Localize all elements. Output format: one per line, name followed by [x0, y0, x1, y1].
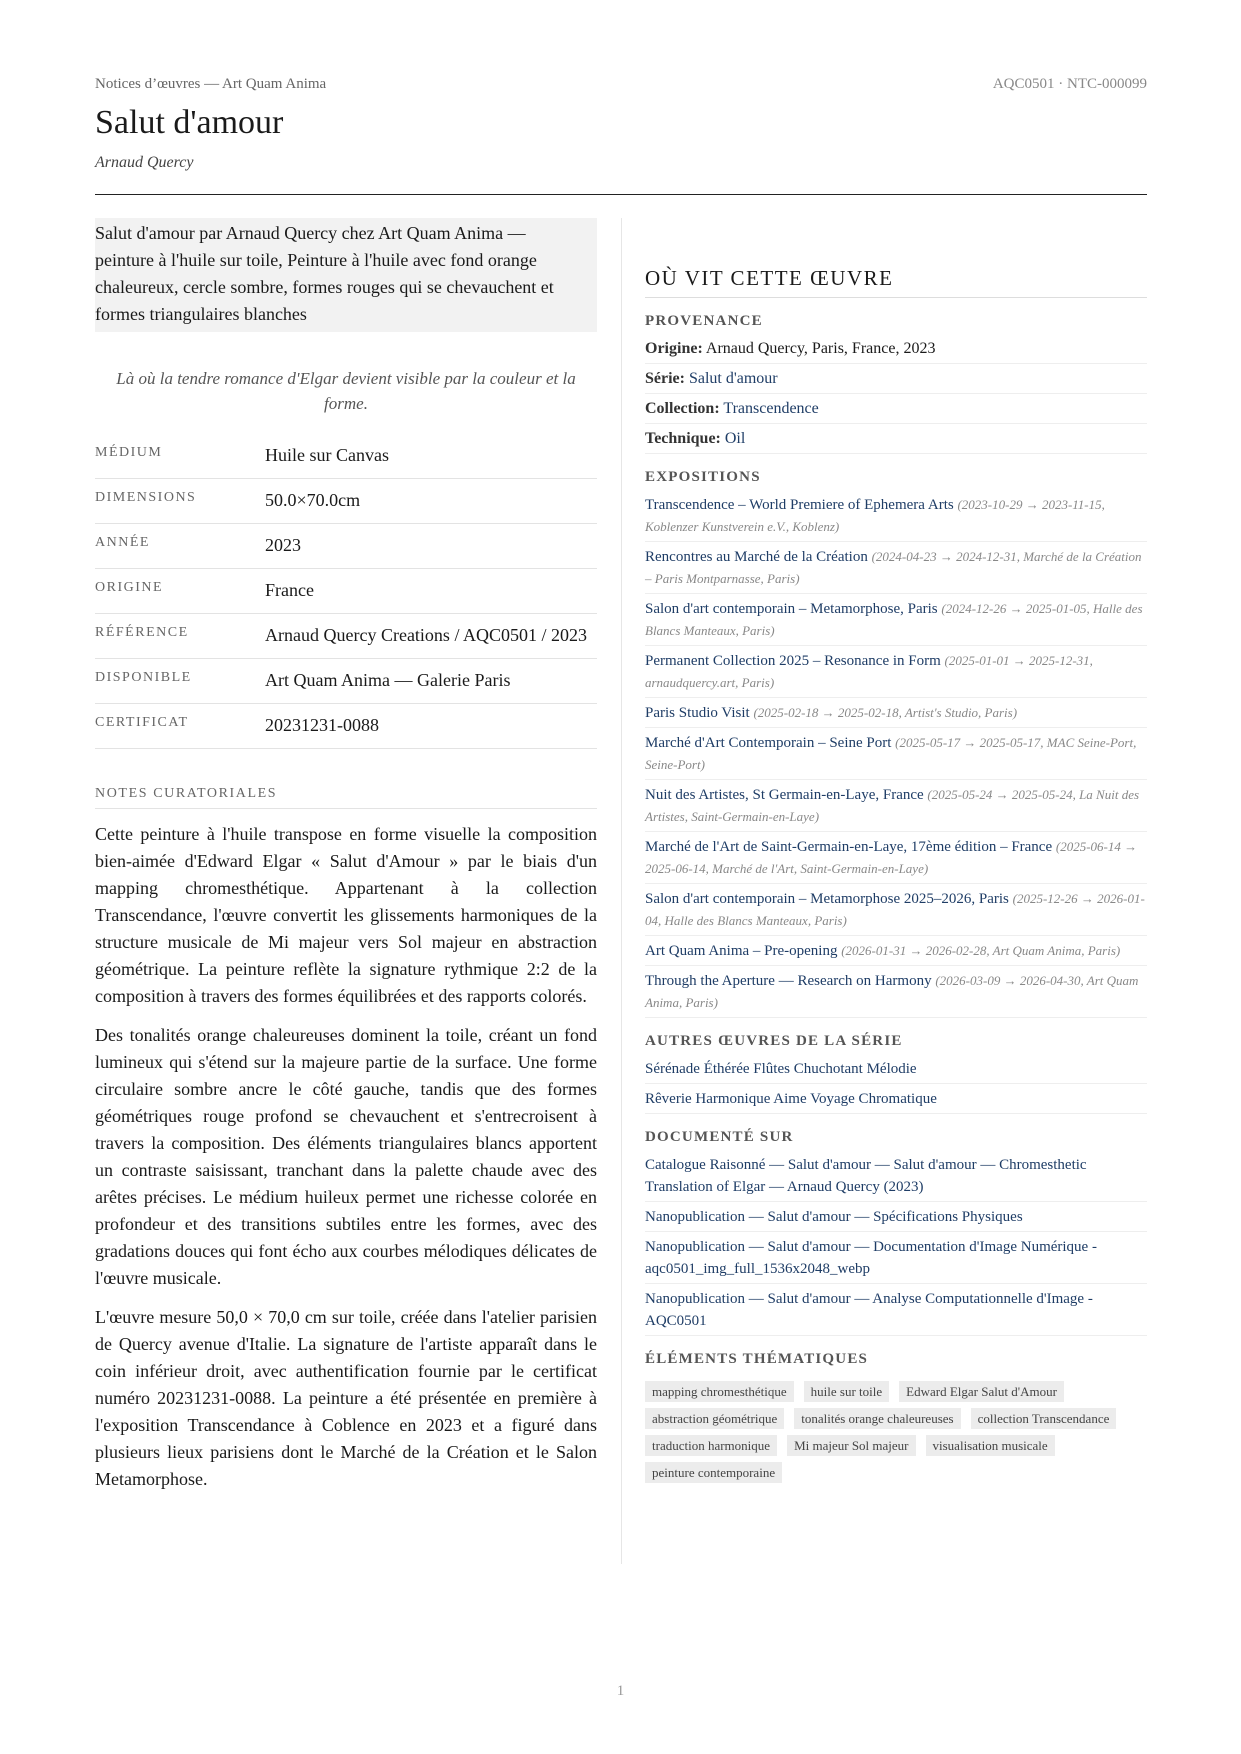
spec-row: [95, 704, 597, 749]
artwork-title: Salut d'amour: [95, 104, 284, 141]
exposition-row: [645, 698, 1147, 728]
spec-row: [95, 479, 597, 524]
documented-link[interactable]: Catalogue Raisonné — Salut d'amour — Salut d'amour — Chromesthetic Translation of Elgar — Arnaud Quercy (2023): [645, 1150, 1147, 1202]
theme-tag: mapping chromesthétique: [645, 1381, 794, 1402]
exposition-details: (2023-10-29 → 2023-11-15, Koblenzer Kunstverein e.V., Koblenz): [645, 497, 1105, 534]
exposition-details: (2025-05-24 → 2025-05-24, La Nuit des Artistes, Saint-Germain-en-Laye): [645, 787, 1140, 824]
spec-value: Huile sur Canvas: [265, 445, 389, 465]
header-rule: [95, 194, 1147, 195]
notes-paragraph: Cette peinture à l'huile transpose en forme visuelle la composition bien-aimée d'Edward Elgar « Salut d'Amour » par le biais d'un mapping chromesthétique. Appartenant à la collection Transcendance, l'œuvre convertit les glissements harmoniques de la structure musicale de Mi majeur vers Sol majeur en abstraction géométrique. La peinture reflète la signature rythmique 2:2 de la composition à travers des formes équilibrées et des rapports colorés.: [95, 824, 597, 1006]
other-works-title: AUTRES ŒUVRES DE LA SÉRIE: [645, 1033, 903, 1049]
theme-tag: collection Transcendance: [971, 1408, 1117, 1429]
documented-link[interactable]: Nanopublication — Salut d'amour — Spécifications Physiques: [645, 1202, 1147, 1232]
other-work-link[interactable]: Sérénade Éthérée Flûtes Chuchotant Mélodie: [645, 1054, 1147, 1084]
exposition-link[interactable]: Paris Studio Visit: [645, 705, 750, 721]
theme-tag: tonalités orange chaleureuses: [794, 1408, 960, 1429]
themes-title: ÉLÉMENTS THÉMATIQUES: [645, 1351, 869, 1367]
exposition-link[interactable]: Permanent Collection 2025 – Resonance in Form: [645, 653, 941, 669]
notice-reference: AQC0501 · NTC-000099: [992, 76, 1147, 92]
curatorial-notes: [95, 821, 597, 1493]
exposition-row: [645, 832, 1147, 884]
catalogue-name: Notices d’œuvres — Art Quam Anima: [95, 76, 327, 92]
exposition-details: (2024-12-26 → 2025-01-05, Halle des Blancs Manteaux, Paris): [645, 601, 1143, 638]
spec-value: 20231231-0088: [265, 715, 379, 735]
curatorial-notes-title: NOTES CURATORIALES: [95, 786, 597, 809]
provenance-row: [645, 364, 1147, 394]
exposition-details: (2025-01-01 → 2025-12-31, arnaudquercy.art, Paris): [645, 653, 1093, 690]
spec-label: DISPONIBLE: [95, 670, 192, 685]
exposition-details: (2025-02-18 → 2025-02-18, Artist's Studio, Paris): [753, 705, 1018, 720]
exposition-link[interactable]: Art Quam Anima – Pre-opening: [645, 943, 838, 959]
spec-row: [95, 569, 597, 614]
column-divider: [621, 218, 622, 1564]
spec-value: Art Quam Anima — Galerie Paris: [265, 670, 511, 690]
spec-row: [95, 659, 597, 704]
provenance-row: [645, 424, 1147, 454]
provenance-title: PROVENANCE: [645, 313, 763, 329]
exposition-details: (2024-04-23 → 2024-12-31, Marché de la Création – Paris Montparnasse, Paris): [645, 549, 1142, 586]
provenance-row: [645, 394, 1147, 424]
spec-value: 50.0×70.0cm: [265, 490, 361, 510]
spec-label: CERTIFICAT: [95, 715, 189, 730]
exposition-row: [645, 936, 1147, 966]
spec-label: ANNÉE: [95, 535, 150, 550]
provenance-label: Origine:: [645, 340, 703, 357]
exposition-row: [645, 966, 1147, 1018]
documented-link[interactable]: Nanopublication — Salut d'amour — Documentation d'Image Numérique - aqc0501_img_full_1536x2048_webp: [645, 1232, 1147, 1284]
right-column: [645, 266, 1147, 1486]
exposition-details: (2025-12-26 → 2026-01-04, Halle des Blancs Manteaux, Paris): [645, 891, 1145, 928]
spec-label: RÉFÉRENCE: [95, 625, 189, 640]
specifications-table: [95, 434, 597, 749]
spec-value: France: [265, 580, 314, 600]
theme-tag: abstraction géométrique: [645, 1408, 784, 1429]
where-title: OÙ VIT CETTE ŒUVRE: [645, 266, 1147, 298]
exposition-link[interactable]: Marché de l'Art de Saint-Germain-en-Laye, 17ème édition – France: [645, 839, 1053, 855]
exposition-row: [645, 542, 1147, 594]
provenance-link[interactable]: Transcendence: [723, 400, 819, 417]
artwork-quote: Là où la tendre romance d'Elgar devient visible par la couleur et la forme.: [116, 369, 576, 413]
other-work-link[interactable]: Rêverie Harmonique Aime Voyage Chromatique: [645, 1084, 1147, 1114]
theme-tag: huile sur toile: [804, 1381, 890, 1402]
documented-list: [645, 1150, 1147, 1336]
spec-label: DIMENSIONS: [95, 490, 197, 505]
exposition-link[interactable]: Transcendence – World Premiere of Ephemera Arts: [645, 497, 954, 513]
exposition-row: [645, 780, 1147, 832]
theme-tag: traduction harmonique: [645, 1435, 777, 1456]
exposition-details: (2025-05-17 → 2025-05-17, MAC Seine-Port, Seine-Port): [645, 735, 1137, 772]
left-column: [95, 218, 597, 1493]
spec-value: Arnaud Quercy Creations / AQC0501 / 2023: [265, 625, 587, 645]
artist-name: Arnaud Quercy: [95, 154, 194, 171]
exposition-link[interactable]: Through the Aperture — Research on Harmony: [645, 973, 932, 989]
notes-paragraph: Des tonalités orange chaleureuses dominent la toile, créant un fond lumineux qui s'étend sur la majeure partie de la surface. Une forme circulaire sombre ancre le côté gauche, tandis que des formes géométriques rouge profond se chevauchent et s'entrecroisent à travers la composition. Des éléments triangulaires blancs apportent un contraste saisissant, tranchant dans la palette chaude avec des arêtes précises. Le médium huileux permet une richesse colorée en profondeur et des transitions subtiles entre les formes, avec des gradations douces qui font écho aux courbes mélodiques délicates de l'œuvre musicale.: [95, 1025, 597, 1288]
spec-row: [95, 524, 597, 569]
page-number: 1: [616, 1683, 625, 1699]
exposition-link[interactable]: Nuit des Artistes, St Germain-en-Laye, France: [645, 787, 924, 803]
exposition-row: [645, 646, 1147, 698]
provenance-row: [645, 334, 1147, 364]
exposition-row: [645, 884, 1147, 936]
exposition-link[interactable]: Marché d'Art Contemporain – Seine Port: [645, 735, 892, 751]
exposition-link[interactable]: Salon d'art contemporain – Metamorphose 2025–2026, Paris: [645, 891, 1009, 907]
provenance-label: Collection:: [645, 400, 720, 417]
expositions-list: [645, 490, 1147, 1018]
exposition-details: (2025-06-14 → 2025-06-14, Marché de l'Art, Saint-Germain-en-Laye): [645, 839, 1138, 876]
spec-label: ORIGINE: [95, 580, 164, 595]
spec-label: MÉDIUM: [95, 445, 163, 460]
provenance-link[interactable]: Oil: [724, 430, 746, 447]
exposition-row: [645, 594, 1147, 646]
other-works-list: [645, 1054, 1147, 1114]
theme-tags: [645, 1378, 1147, 1486]
theme-tag: Mi majeur Sol majeur: [787, 1435, 915, 1456]
exposition-row: [645, 490, 1147, 542]
spec-row: [95, 614, 597, 659]
documented-title: DOCUMENTÉ SUR: [645, 1129, 794, 1145]
theme-tag: Edward Elgar Salut d'Amour: [899, 1381, 1064, 1402]
expositions-title: EXPOSITIONS: [645, 469, 761, 485]
spec-value: 2023: [265, 535, 301, 555]
provenance-label: Série:: [645, 370, 685, 387]
notes-paragraph: L'œuvre mesure 50,0 × 70,0 cm sur toile, créée dans l'atelier parisien de Quercy avenue d'Italie. La signature de l'artiste apparaît dans le coin inférieur droit, avec authentification fournie par le certificat numéro 20231231-0088. La peinture a été présentée en première à l'exposition Transcendance à Coblence en 2023 et a figuré dans plusieurs lieux parisiens dont le Marché de la Création et le Salon Metamorphose.: [95, 1307, 597, 1489]
exposition-link[interactable]: Rencontres au Marché de la Création: [645, 549, 868, 565]
provenance-label: Technique:: [645, 430, 721, 447]
theme-tag: peinture contemporaine: [645, 1462, 782, 1483]
summary-text: Salut d'amour par Arnaud Quercy chez Art Quam Anima — peinture à l'huile sur toile, Peinture à l'huile avec fond orange chaleureux, cercle sombre, formes rouges qui se chevauchent et formes triangulaires blanches: [95, 218, 597, 332]
spec-row: [95, 434, 597, 479]
exposition-details: (2026-01-31 → 2026-02-28, Art Quam Anima, Paris): [841, 943, 1121, 958]
theme-tag: visualisation musicale: [926, 1435, 1055, 1456]
exposition-details: (2026-03-09 → 2026-04-30, Art Quam Anima, Paris): [645, 973, 1139, 1010]
provenance-list: [645, 334, 1147, 454]
documented-link[interactable]: Nanopublication — Salut d'amour — Analyse Computationnelle d'Image - AQC0501: [645, 1284, 1147, 1336]
exposition-row: [645, 728, 1147, 780]
provenance-value: Arnaud Quercy, Paris, France, 2023: [705, 340, 936, 357]
exposition-link[interactable]: Salon d'art contemporain – Metamorphose, Paris: [645, 601, 938, 617]
provenance-link[interactable]: Salut d'amour: [688, 370, 778, 387]
